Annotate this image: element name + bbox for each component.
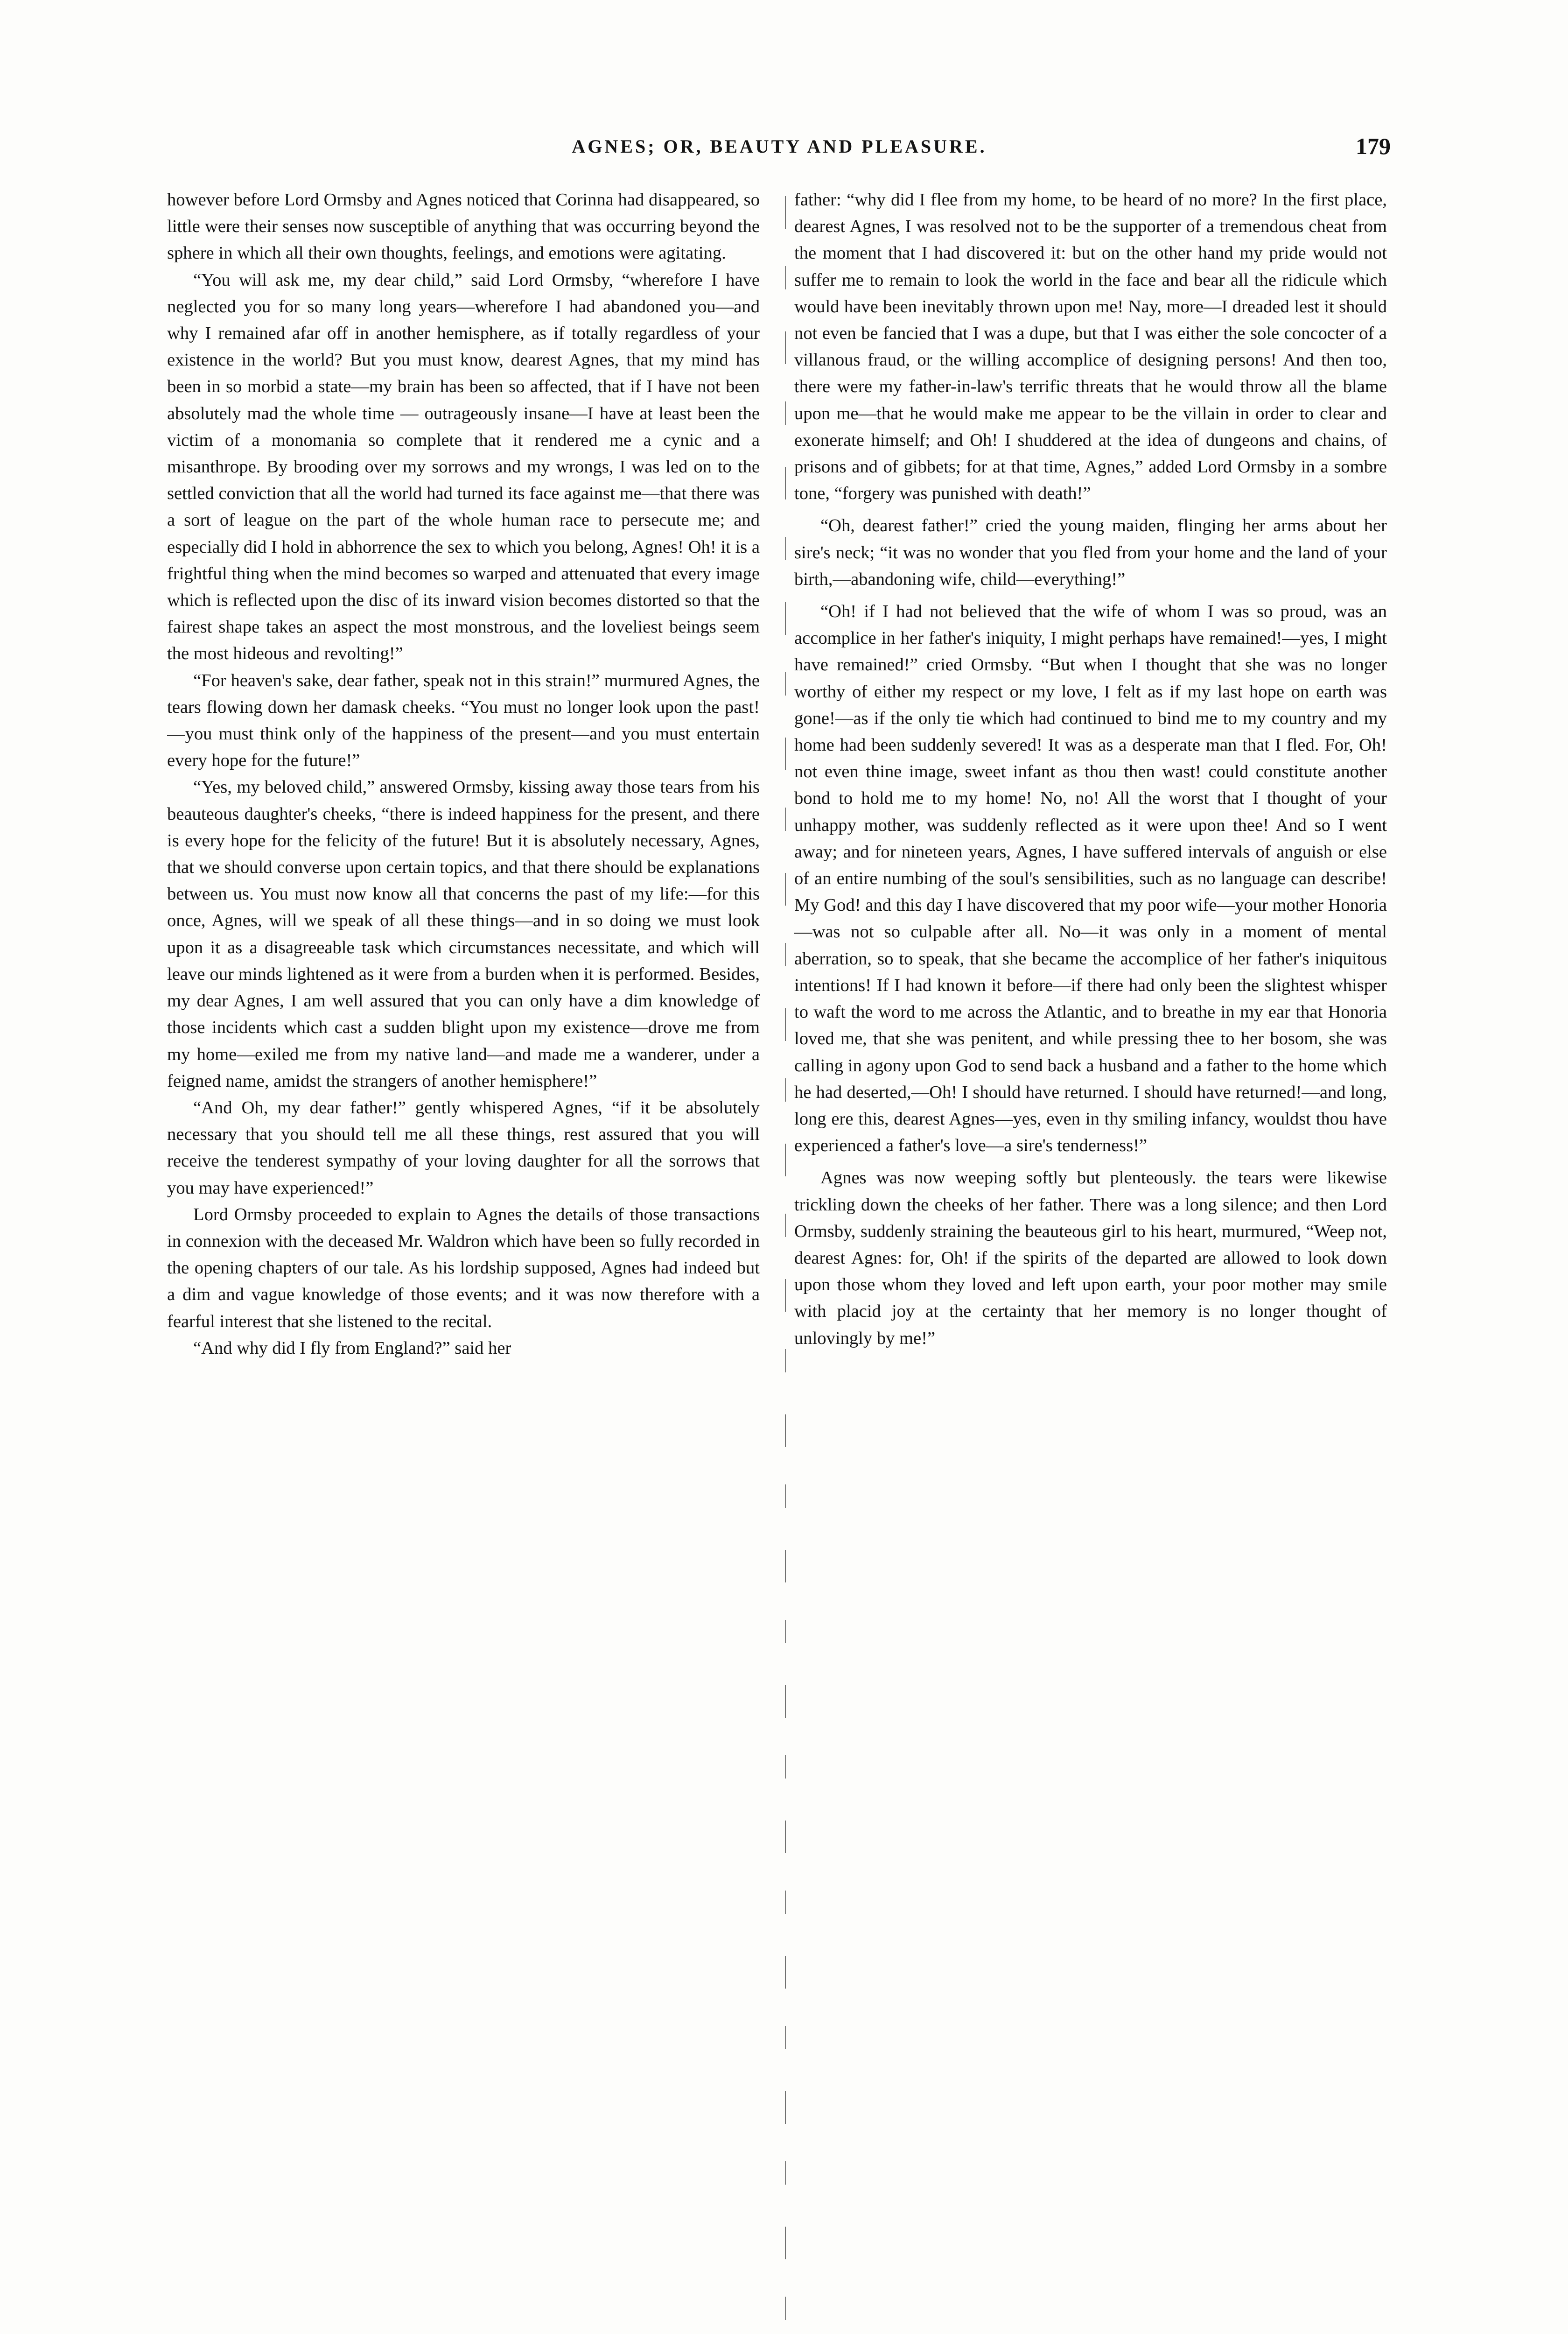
paragraph: Agnes was now weeping softly but plenteously. the tears were likewise trickling down the cheeks of her father. There was a long silence; and then Lord Ormsby, suddenly straining the beauteous girl to his heart, murmured, “Weep not, dearest Agnes: for, Oh! if the spirits of the departed are allowed to look down upon those whom they loved and left upon earth, your poor mother may smile with placid joy at the certainty that her memory is no longer thought of unlovingly by me!” [794,1168,1387,1348]
paragraph: “Oh! if I had not believed that the wife of whom I was so proud, was an accomplice in her father's iniquity, I might perhaps have remained!—yes, I might have remained!” cried Ormsby. “But when I thought that she was no longer worthy of either my respect or my love, I felt as if my last hope on earth was gone!—as if the only tie which had continued to bind me to my country and my home had been suddenly severed! It was as a desperate man that I fled. For, Oh! not even thine image, sweet infant as thou then wast! could constitute another bond to hold me to my home! No, no! All the worst that I thought of your unhappy mother, was suddenly reflected as it were upon thee! And so I went away; and for nineteen years, Agnes, I have suffered intervals of anguish or else of an entire numbing of the soul's sensibilities, such as no language can describe! My God! and this day I have discovered that my poor wife—your mother Honoria—was not so culpable after all. No—it was only in a moment of mental aberration, so to speak, that she became the accomplice of her father's iniquitous intentions! If I had known it before—if there had only been the slightest whisper to waft the word to me across the Atlantic, and to breathe in my ear that Honoria loved me, that she was penitent, and while pressing thee to her bosom, she was calling in agony upon God to send back a husband and a father to the home which he had deserted,—Oh! I should have returned. I should have returned!—and long, long ere this, dearest Agnes—yes, even in thy smiling infancy, wouldst thou have experienced a father's love—a sire's tenderness!” [794,602,1387,1156]
paragraph: “You will ask me, my dear child,” said Lord Ormsby, “wherefore I have neglected you for so many long years—wherefore I had abandoned you—and why I remained afar off in another hemisphere, as if totally regardless of your existence in the world? But you must know, dearest Agnes, that my mind has been in so morbid a state—my brain has been so affected, that if I have not been absolutely mad the whole time — outrageously insane—I have at least been the victim of a monomania so complete that it rendered me a cynic and a misanthrope. By brooding over my sorrows and my wrongs, I was led on to the settled conviction that all the world had turned its face against me—that there was a sort of league on the part of the whole human race to persecute me; and especially did I hold in abhorrence the sex to which you belong, Agnes! Oh! it is a frightful thing when the mind becomes so warped and attenuated that every image which is reflected upon the disc of its inward vision becomes distorted so that the fairest shape takes an aspect the most monstrous, and the loveliest beings seem the most hideous and revolting!” [167,270,760,664]
page-number: 179 [1356,133,1391,159]
column-rule [785,196,786,2325]
paragraph: however before Lord Ormsby and Agnes noticed that Corinna had disappeared, so little were their senses now susceptible of anything that was occurring beyond the sphere in which all their own thoughts, feelings, and emotions were agitating. [167,190,760,263]
paragraph: “Oh, dearest father!” cried the young maiden, flinging her arms about her sire's neck; “it was no wonder that you fled from your home and the land of your birth,—abandoning wife, child—everything!” [794,516,1387,589]
left-column [167,187,760,2334]
right-column [794,187,1387,2334]
paragraph: “And why did I fly from England?” said her [193,1338,511,1358]
running-head [168,135,1391,163]
paragraph: “For heaven's sake, dear father, speak not in this strain!” murmured Agnes, the tears flowing down her damask cheeks. “You must no longer look upon the past!—you must think only of the happiness of the present—and you must entertain every hope for the future!” [167,670,760,771]
paragraph: “And Oh, my dear father!” gently whispered Agnes, “if it be absolutely necessary that you should tell me all these things, rest assured that you will receive the tenderest sympathy of your loving daughter for all the sorrows that you may have experienced!” [167,1097,760,1198]
paragraph: “Yes, my beloved child,” answered Ormsby, kissing away those tears from his beauteous daughter's cheeks, “there is indeed happiness for the present, and there is every hope for the felicity of the future! But it is absolutely necessary, Agnes, that we should converse upon certain topics, and that there should be explanations between us. You must now know all that concerns the past of my life:—for this once, Agnes, will we speak of all these things—and in so doing we must look upon it as a disagreeable task which circumstances necessitate, and which will leave our minds lightened as it were from a burden when it is performed. Besides, my dear Agnes, I am well assured that you can only have a dim knowledge of those incidents which cast a sudden blight upon my existence—drove me from my home—exiled me from my native land—and made me a wanderer, under a feigned name, amidst the strangers of another hemisphere!” [167,777,760,1091]
paragraph: Lord Ormsby proceeded to explain to Agnes the details of those transactions in connexion with the deceased Mr. Waldron which have been so fully recorded in the opening chapters of our tale. As his lordship supposed, Agnes had indeed but a dim and vague knowledge of those events; and it was now therefore with a fearful interest that she listened to the recital. [167,1204,760,1331]
running-title: AGNES; OR, BEAUTY AND PLEASURE. [572,136,987,157]
paragraph: father: “why did I flee from my home, to be heard of no more? In the first place, dearest Agnes, I was resolved not to be the supporter of a tremendous cheat from the moment that I had discovered it: but on the other hand my pride would not suffer me to remain to look the world in the face and bear all the ridicule which would have been inevitably thrown upon me! Nay, more—I dreaded lest it should not even be fancied that I was a dupe, but that I was either the sole concocter of a villanous fraud, or the willing accomplice of designing persons! And then too, there were my father-in-law's terrific threats that he would throw all the blame upon me—that he would make me appear to be the villain in order to clear and exonerate himself; and Oh! I shuddered at the idea of dungeons and chains, of prisons and of gibbets; for at that time, Agnes,” added Lord Ormsby in a sombre tone, “forgery was punished with death!” [794,190,1387,504]
